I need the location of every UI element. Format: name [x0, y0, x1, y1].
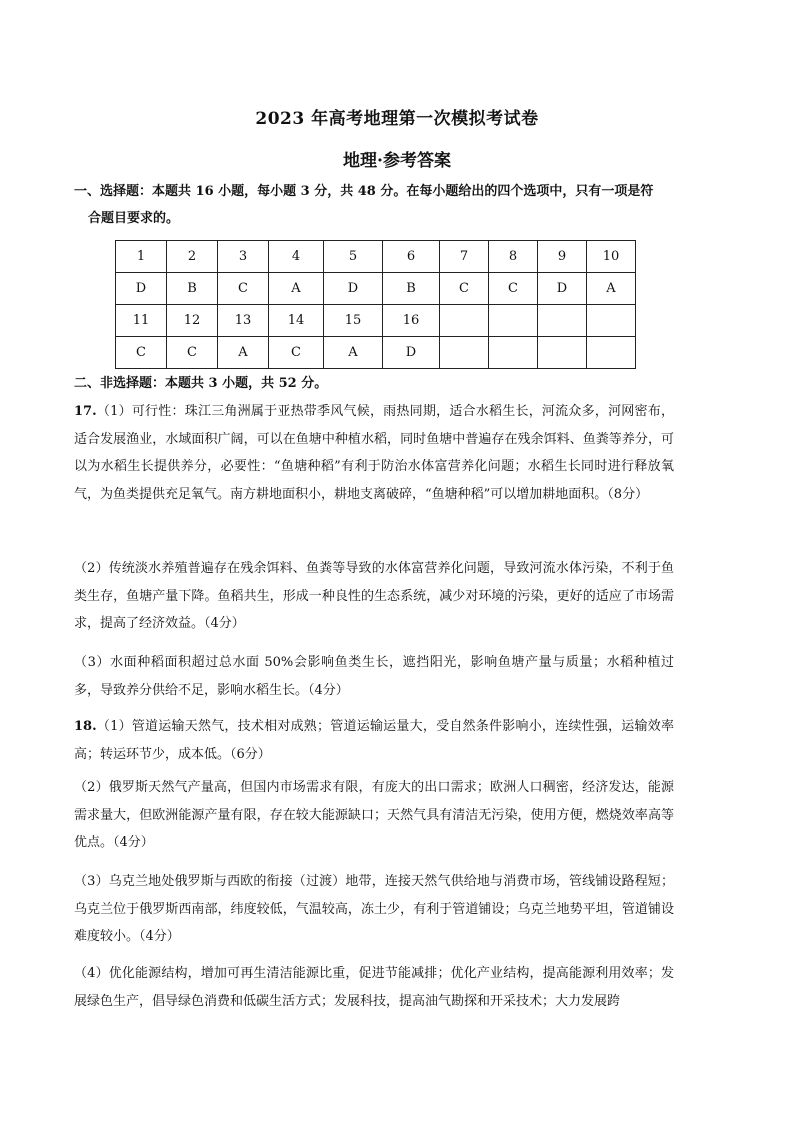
- table-cell: B: [167, 273, 218, 305]
- section-multiple-choice-heading: [74, 178, 724, 232]
- table-cell: 8: [489, 241, 538, 273]
- table-cell: 10: [587, 241, 636, 273]
- table-cell: [489, 305, 538, 337]
- table-cell: C: [440, 273, 489, 305]
- table-cell: 11: [116, 305, 167, 337]
- answer-text: （1）管道运输天然气，技术相对成熟；管道运输运量大，受自然条件影响小，连续性强，运输效率高；转运环节少，成本低。（6分）: [74, 719, 674, 762]
- table-cell: D: [383, 337, 440, 369]
- table-cell: C: [116, 337, 167, 369]
- table-row: [116, 337, 636, 369]
- table-cell: 4: [269, 241, 324, 273]
- table-cell: 16: [383, 305, 440, 337]
- question-18-part-3: （3）乌克兰地处俄罗斯与西欧的衔接（过渡）地带，连接天然气供给地与消费市场，管线铺设路程短；乌克兰位于俄罗斯西南部，纬度较低，气温较高，冻土少，有利于管道铺设；乌克兰地势平坦，管道铺设难度较小。（4分）: [74, 874, 674, 944]
- table-cell: B: [383, 273, 440, 305]
- table-cell: [538, 337, 587, 369]
- table-cell: [440, 337, 489, 369]
- table-cell: C: [167, 337, 218, 369]
- table-cell: D: [116, 273, 167, 305]
- table-cell: A: [269, 273, 324, 305]
- question-number: 18.: [74, 719, 97, 734]
- section-heading-line: 合题目要求的。: [88, 211, 180, 226]
- page-subtitle: 地理·参考答案: [343, 151, 451, 171]
- table-cell: [489, 337, 538, 369]
- question-number: 17.: [74, 404, 97, 419]
- answer-text: （1）可行性：珠江三角洲属于亚热带季风气候，雨热同期，适合水稻生长，河流众多，河网密布，适合发展渔业，水域面积广阔，可以在鱼塘中种植水稻，同时鱼塘中普遍存在残余饵料、鱼粪等养分，可以为水稻生长提供养分，必要性：“鱼塘种稻”有利于防治水体富营养化问题；水稻生长同时进行释放氧气，为鱼类提供充足氧气。南方耕地面积小，耕地支离破碎，“鱼塘种稻”可以增加耕地面积。（8分）: [74, 404, 674, 502]
- table-row: [116, 305, 636, 337]
- table-cell: 13: [218, 305, 269, 337]
- table-cell: [440, 305, 489, 337]
- table-cell: A: [218, 337, 269, 369]
- question-18-part-2: （2）俄罗斯天然气产量高，但国内市场需求有限，有庞大的出口需求；欧洲人口稠密，经济发达，能源需求量大，但欧洲能源产量有限，存在较大能源缺口；天然气具有清洁无污染，使用方便，燃烧效率高等优点。（4分）: [74, 780, 674, 850]
- table-cell: 7: [440, 241, 489, 273]
- table-cell: 14: [269, 305, 324, 337]
- table-cell: A: [587, 273, 636, 305]
- table-cell: C: [489, 273, 538, 305]
- table-cell: C: [269, 337, 324, 369]
- section-free-response-heading: 二、非选择题：本题共 3 小题，共 52 分。: [74, 376, 328, 391]
- table-row: [116, 241, 636, 273]
- answer-table: [115, 240, 636, 369]
- table-cell: [538, 305, 587, 337]
- question-17-part-2: （2）传统淡水养殖普遍存在残余饵料、鱼粪等导致的水体富营养化问题，导致河流水体污染，不利于鱼类生存，鱼塘产量下降。鱼稻共生，形成一种良性的生态系统，减少对环境的污染，更好的适应了市场需求，提高了经济效益。（4分）: [74, 561, 674, 631]
- table-cell: [587, 305, 636, 337]
- table-cell: 15: [324, 305, 383, 337]
- table-cell: 12: [167, 305, 218, 337]
- table-cell: [587, 337, 636, 369]
- table-cell: C: [218, 273, 269, 305]
- table-cell: D: [538, 273, 587, 305]
- table-cell: 2: [167, 241, 218, 273]
- table-cell: A: [324, 337, 383, 369]
- section-heading-line: 一、选择题：本题共 16 小题，每小题 3 分，共 48 分。在每小题给出的四个选项中，只有一项是符: [74, 184, 654, 199]
- question-17-part-3: （3）水面种稻面积超过总水面 50%会影响鱼类生长，遮挡阳光，影响鱼塘产量与质量；水稻种植过多，导致养分供给不足，影响水稻生长。（4分）: [74, 655, 674, 698]
- table-cell: 6: [383, 241, 440, 273]
- question-18-part-4: （4）优化能源结构，增加可再生清洁能源比重，促进节能减排；优化产业结构，提高能源利用效率；发展绿色生产，倡导绿色消费和低碳生活方式；发展科技，提高油气勘探和开采技术；大力发展跨: [74, 966, 674, 1009]
- page-title: 2023 年高考地理第一次模拟考试卷: [255, 109, 539, 129]
- table-cell: D: [324, 273, 383, 305]
- table-row: [116, 273, 636, 305]
- question-17-part-1: [74, 398, 674, 508]
- table-cell: 3: [218, 241, 269, 273]
- table-cell: 5: [324, 241, 383, 273]
- table-cell: 1: [116, 241, 167, 273]
- table-cell: 9: [538, 241, 587, 273]
- question-18-part-1: [74, 713, 674, 768]
